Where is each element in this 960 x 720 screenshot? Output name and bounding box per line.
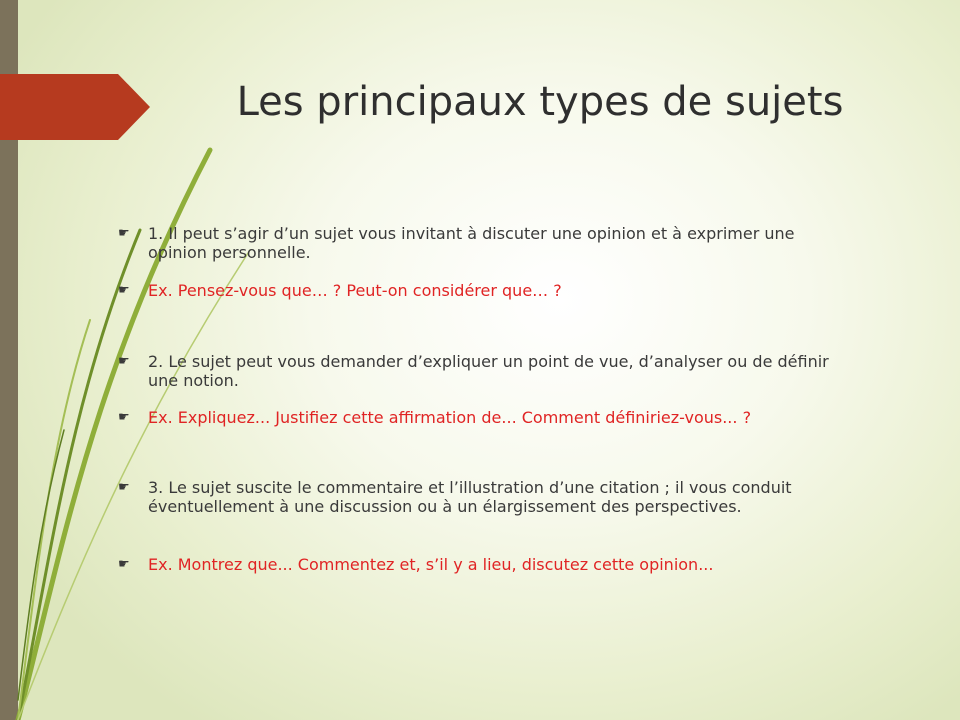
bullet-text: 1. Il peut s’agir d’un sujet vous invitant à discuter une opinion et à exprimer une opinion personnelle.: [148, 224, 795, 262]
hand-pointing-right-icon: ☛: [118, 480, 130, 495]
hand-pointing-right-icon: ☛: [118, 354, 130, 369]
hand-pointing-right-icon: ☛: [118, 283, 130, 298]
bullet-text: Ex. Pensez-vous que… ? Peut-on considérer que… ?: [148, 281, 562, 300]
hand-pointing-right-icon: ☛: [118, 410, 130, 425]
slide-title: Les principaux types de sujets: [236, 79, 844, 125]
hand-pointing-right-icon: ☛: [118, 557, 130, 572]
bullet-item-2: [118, 281, 858, 300]
bullet-text: Ex. Montrez que... Commentez et, s’il y a lieu, discutez cette opinion...: [148, 555, 714, 574]
title-arrow-shape: [0, 74, 150, 140]
bullet-item-5: [118, 478, 858, 516]
bullet-text: Ex. Expliquez... Justifiez cette affirmation de... Comment définiriez-vous... ?: [148, 408, 752, 427]
bullet-item-4: [118, 408, 858, 427]
bullet-text: 3. Le sujet suscite le commentaire et l’illustration d’une citation ; il vous conduit éventuellement à une discussion ou à un élargissement des perspectives.: [148, 478, 792, 516]
hand-pointing-right-icon: ☛: [118, 226, 130, 241]
bullet-item-1: [118, 224, 858, 262]
bullet-item-6: [118, 555, 858, 574]
bullet-text: 2. Le sujet peut vous demander d’expliquer un point de vue, d’analyser ou de définir une notion.: [148, 352, 829, 390]
bullet-item-3: [118, 352, 858, 390]
